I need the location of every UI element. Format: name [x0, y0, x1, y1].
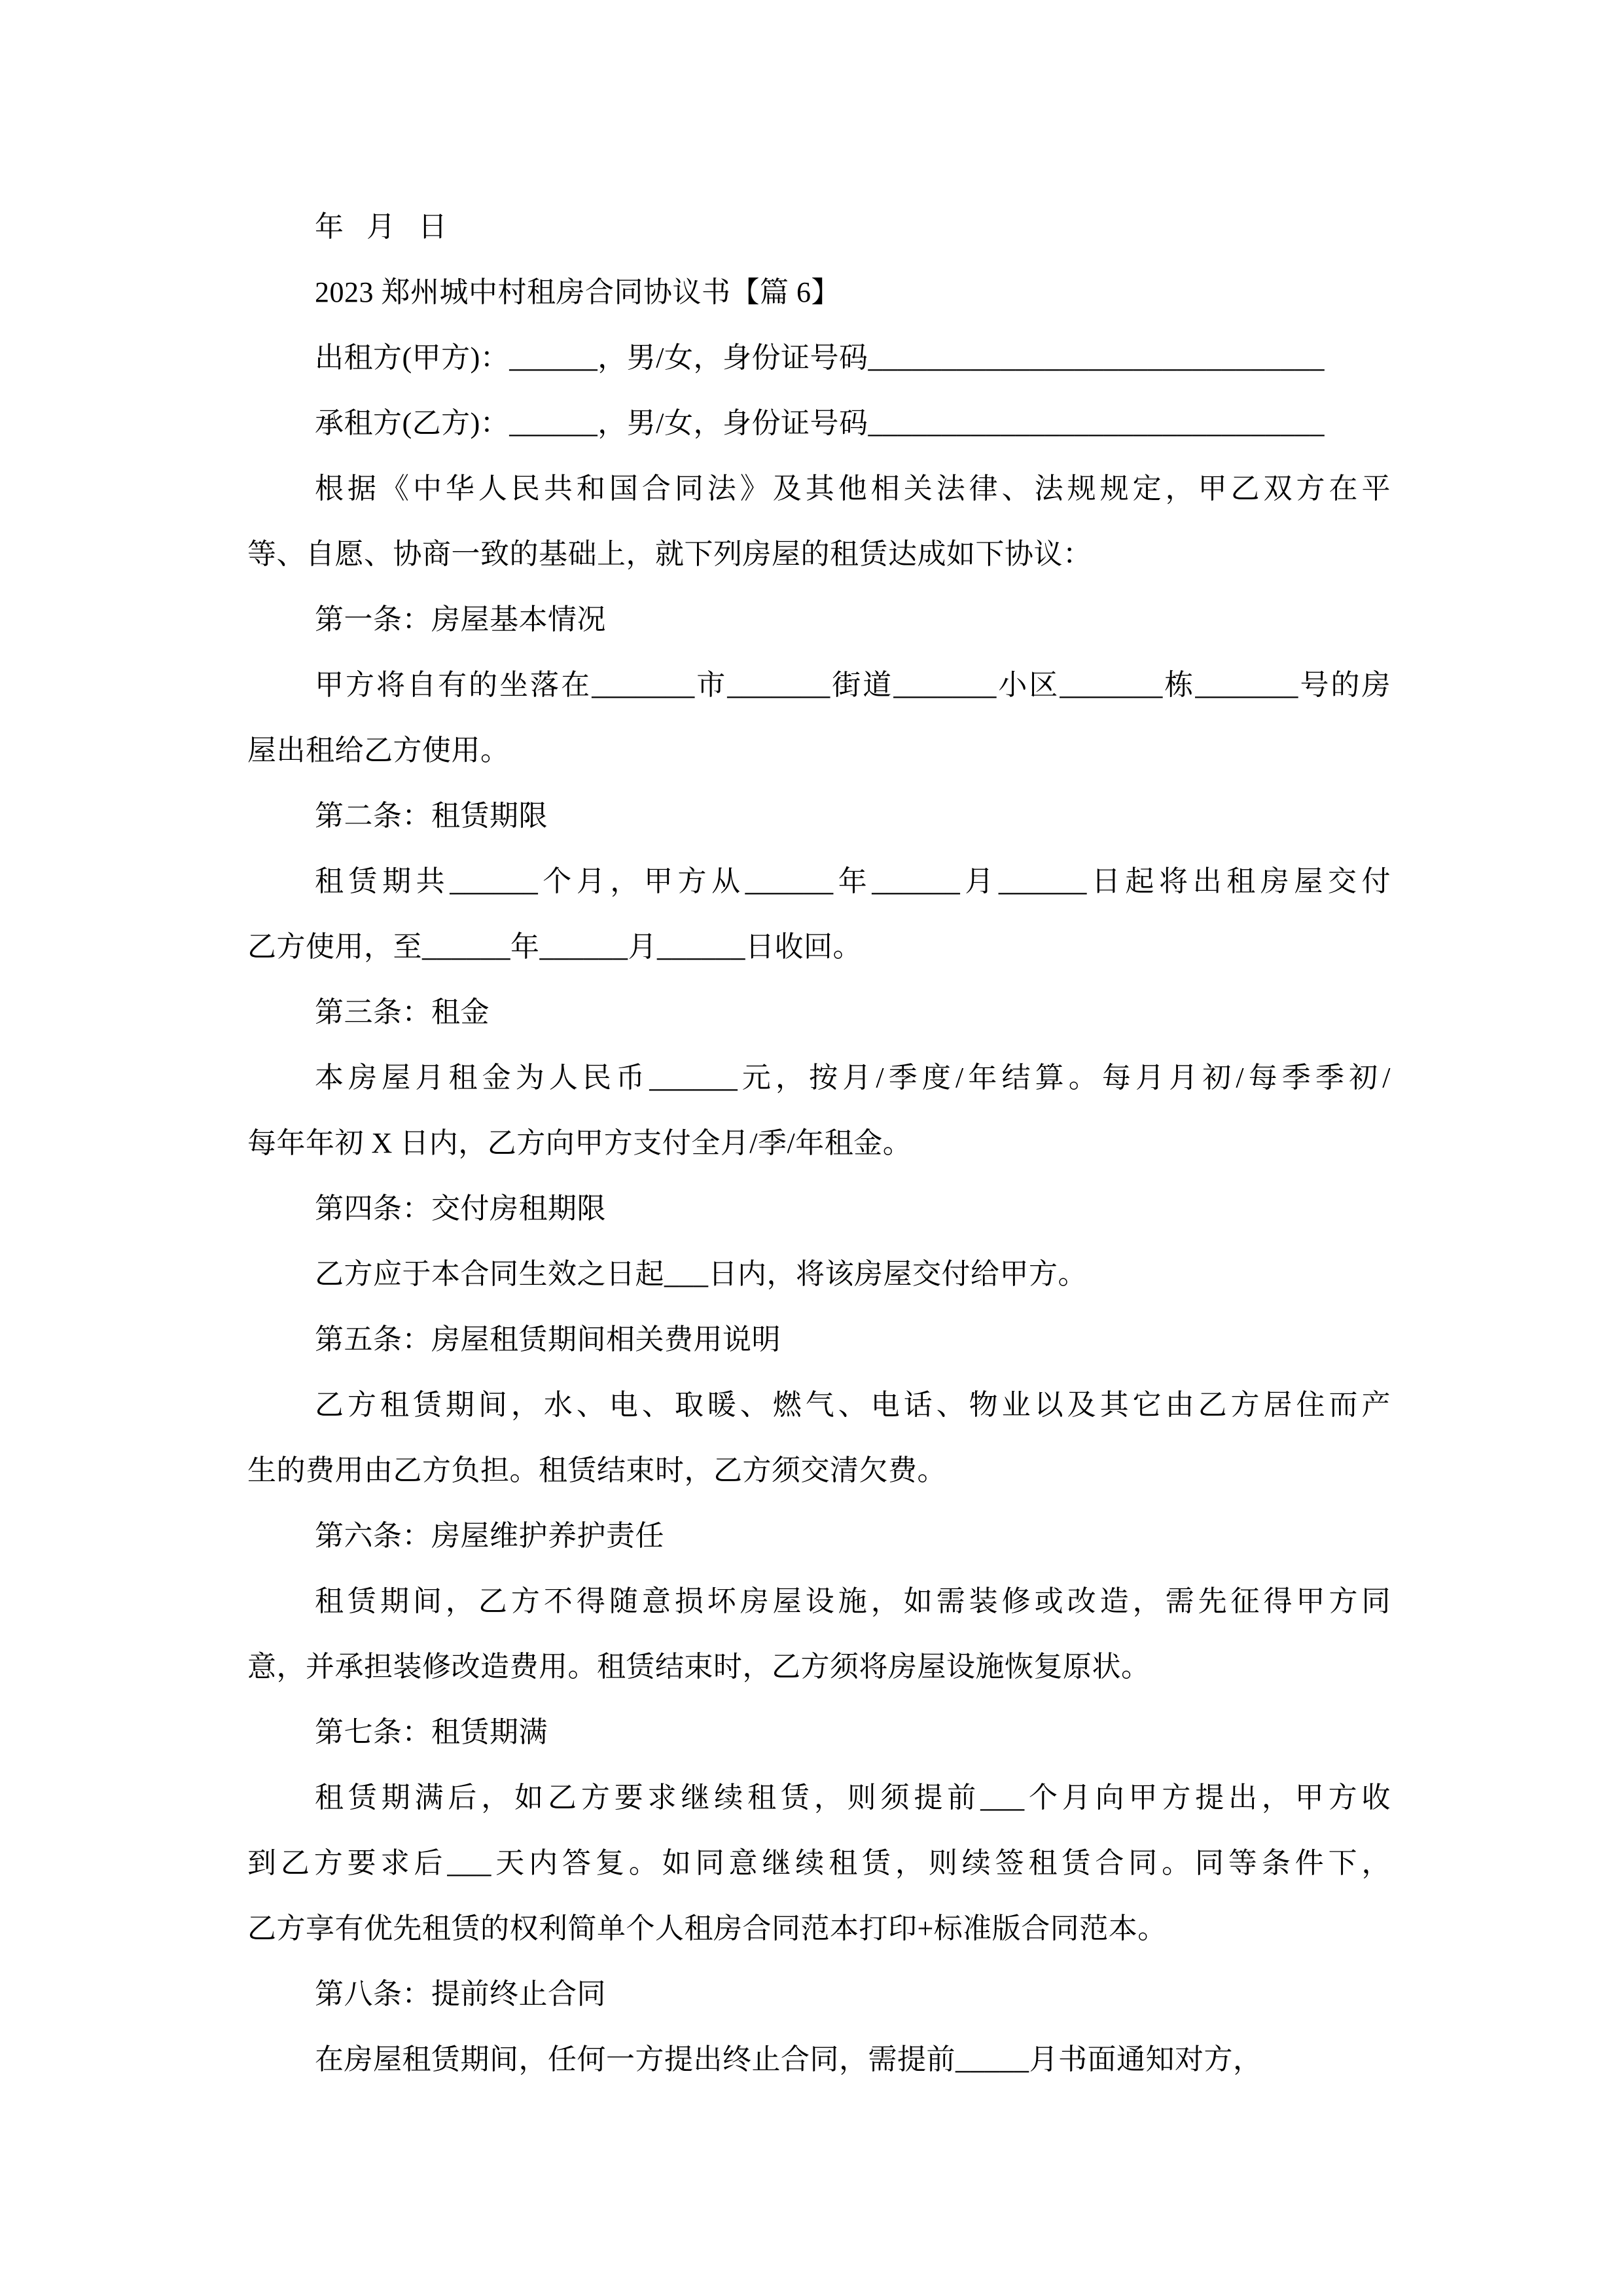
document-content	[247, 194, 1391, 2092]
clause-3-heading: 第三条：租金	[315, 996, 490, 1028]
clause-4-heading: 第四条：交付房租期限	[315, 1193, 606, 1225]
preamble-line-2: 等、自愿、协商一致的基础上，就下列房屋的租赁达成如下协议：	[247, 538, 1092, 570]
clause-5-line-1: 乙方租赁期间，水、电、取暖、燃气、电话、物业以及其它由乙方居住而产	[315, 1389, 1391, 1421]
preamble-line-1: 根据《中华人民共和国合同法》及其他相关法律、法规规定，甲乙双方在平	[315, 473, 1391, 505]
date-line: 年 月 日	[315, 211, 448, 243]
clause-2-line-1: 租赁期共______个月，甲方从______年______月______日起将出租房屋交付	[315, 865, 1391, 897]
clause-7-line-1: 租赁期满后，如乙方要求继续租赁，则须提前___个月向甲方提出，甲方收	[315, 1782, 1391, 1814]
clause-5-heading: 第五条：房屋租赁期间相关费用说明	[315, 1323, 781, 1355]
clause-3-line-2: 每年年初 X 日内，乙方向甲方支付全月/季/年租金。	[247, 1127, 912, 1159]
clause-4-line-1: 乙方应于本合同生效之日起___日内，将该房屋交付给甲方。	[315, 1258, 1087, 1290]
clause-7-heading: 第七条：租赁期满	[315, 1716, 548, 1748]
clause-3-line-1: 本房屋月租金为人民币______元，按月/季度/年结算。每月月初/每季季初/	[315, 1062, 1391, 1094]
clause-8-heading: 第八条：提前终止合同	[315, 1978, 606, 2010]
lessee-line: 承租方(乙方)：______，男/女，身份证号码_______________________________	[315, 407, 1325, 439]
clause-8-line-1: 在房屋租赁期间，任何一方提出终止合同，需提前_____月书面通知对方，	[315, 2043, 1262, 2075]
lessor-line: 出租方(甲方)：______，男/女，身份证号码_______________________________	[315, 342, 1325, 374]
clause-6-line-1: 租赁期间，乙方不得随意损坏房屋设施，如需装修或改造，需先征得甲方同	[315, 1585, 1391, 1617]
clause-2-line-2: 乙方使用，至______年______月______日收回。	[247, 931, 862, 963]
clause-6-line-2: 意，并承担装修改造费用。租赁结束时，乙方须将房屋设施恢复原状。	[247, 1651, 1150, 1683]
clause-1-heading: 第一条：房屋基本情况	[315, 603, 606, 636]
clause-1-line-2: 屋出租给乙方使用。	[247, 734, 510, 766]
clause-7-line-2: 到乙方要求后___天内答复。如同意继续租赁，则续签租赁合同。同等条件下，	[247, 1847, 1391, 1879]
clause-2-heading: 第二条：租赁期限	[315, 800, 548, 832]
doc-title: 2023 郑州城中村租房合同协议书【篇 6】	[315, 276, 840, 308]
clause-1-line-1: 甲方将自有的坐落在_______市_______街道_______小区_______栋_______号的房	[315, 669, 1391, 701]
clause-5-line-2: 生的费用由乙方负担。租赁结束时，乙方须交清欠费。	[247, 1454, 946, 1486]
clause-6-heading: 第六条：房屋维护养护责任	[315, 1520, 664, 1552]
clause-7-line-3: 乙方享有优先租赁的权利简单个人租房合同范本打印+标准版合同范本。	[247, 1912, 1167, 1945]
